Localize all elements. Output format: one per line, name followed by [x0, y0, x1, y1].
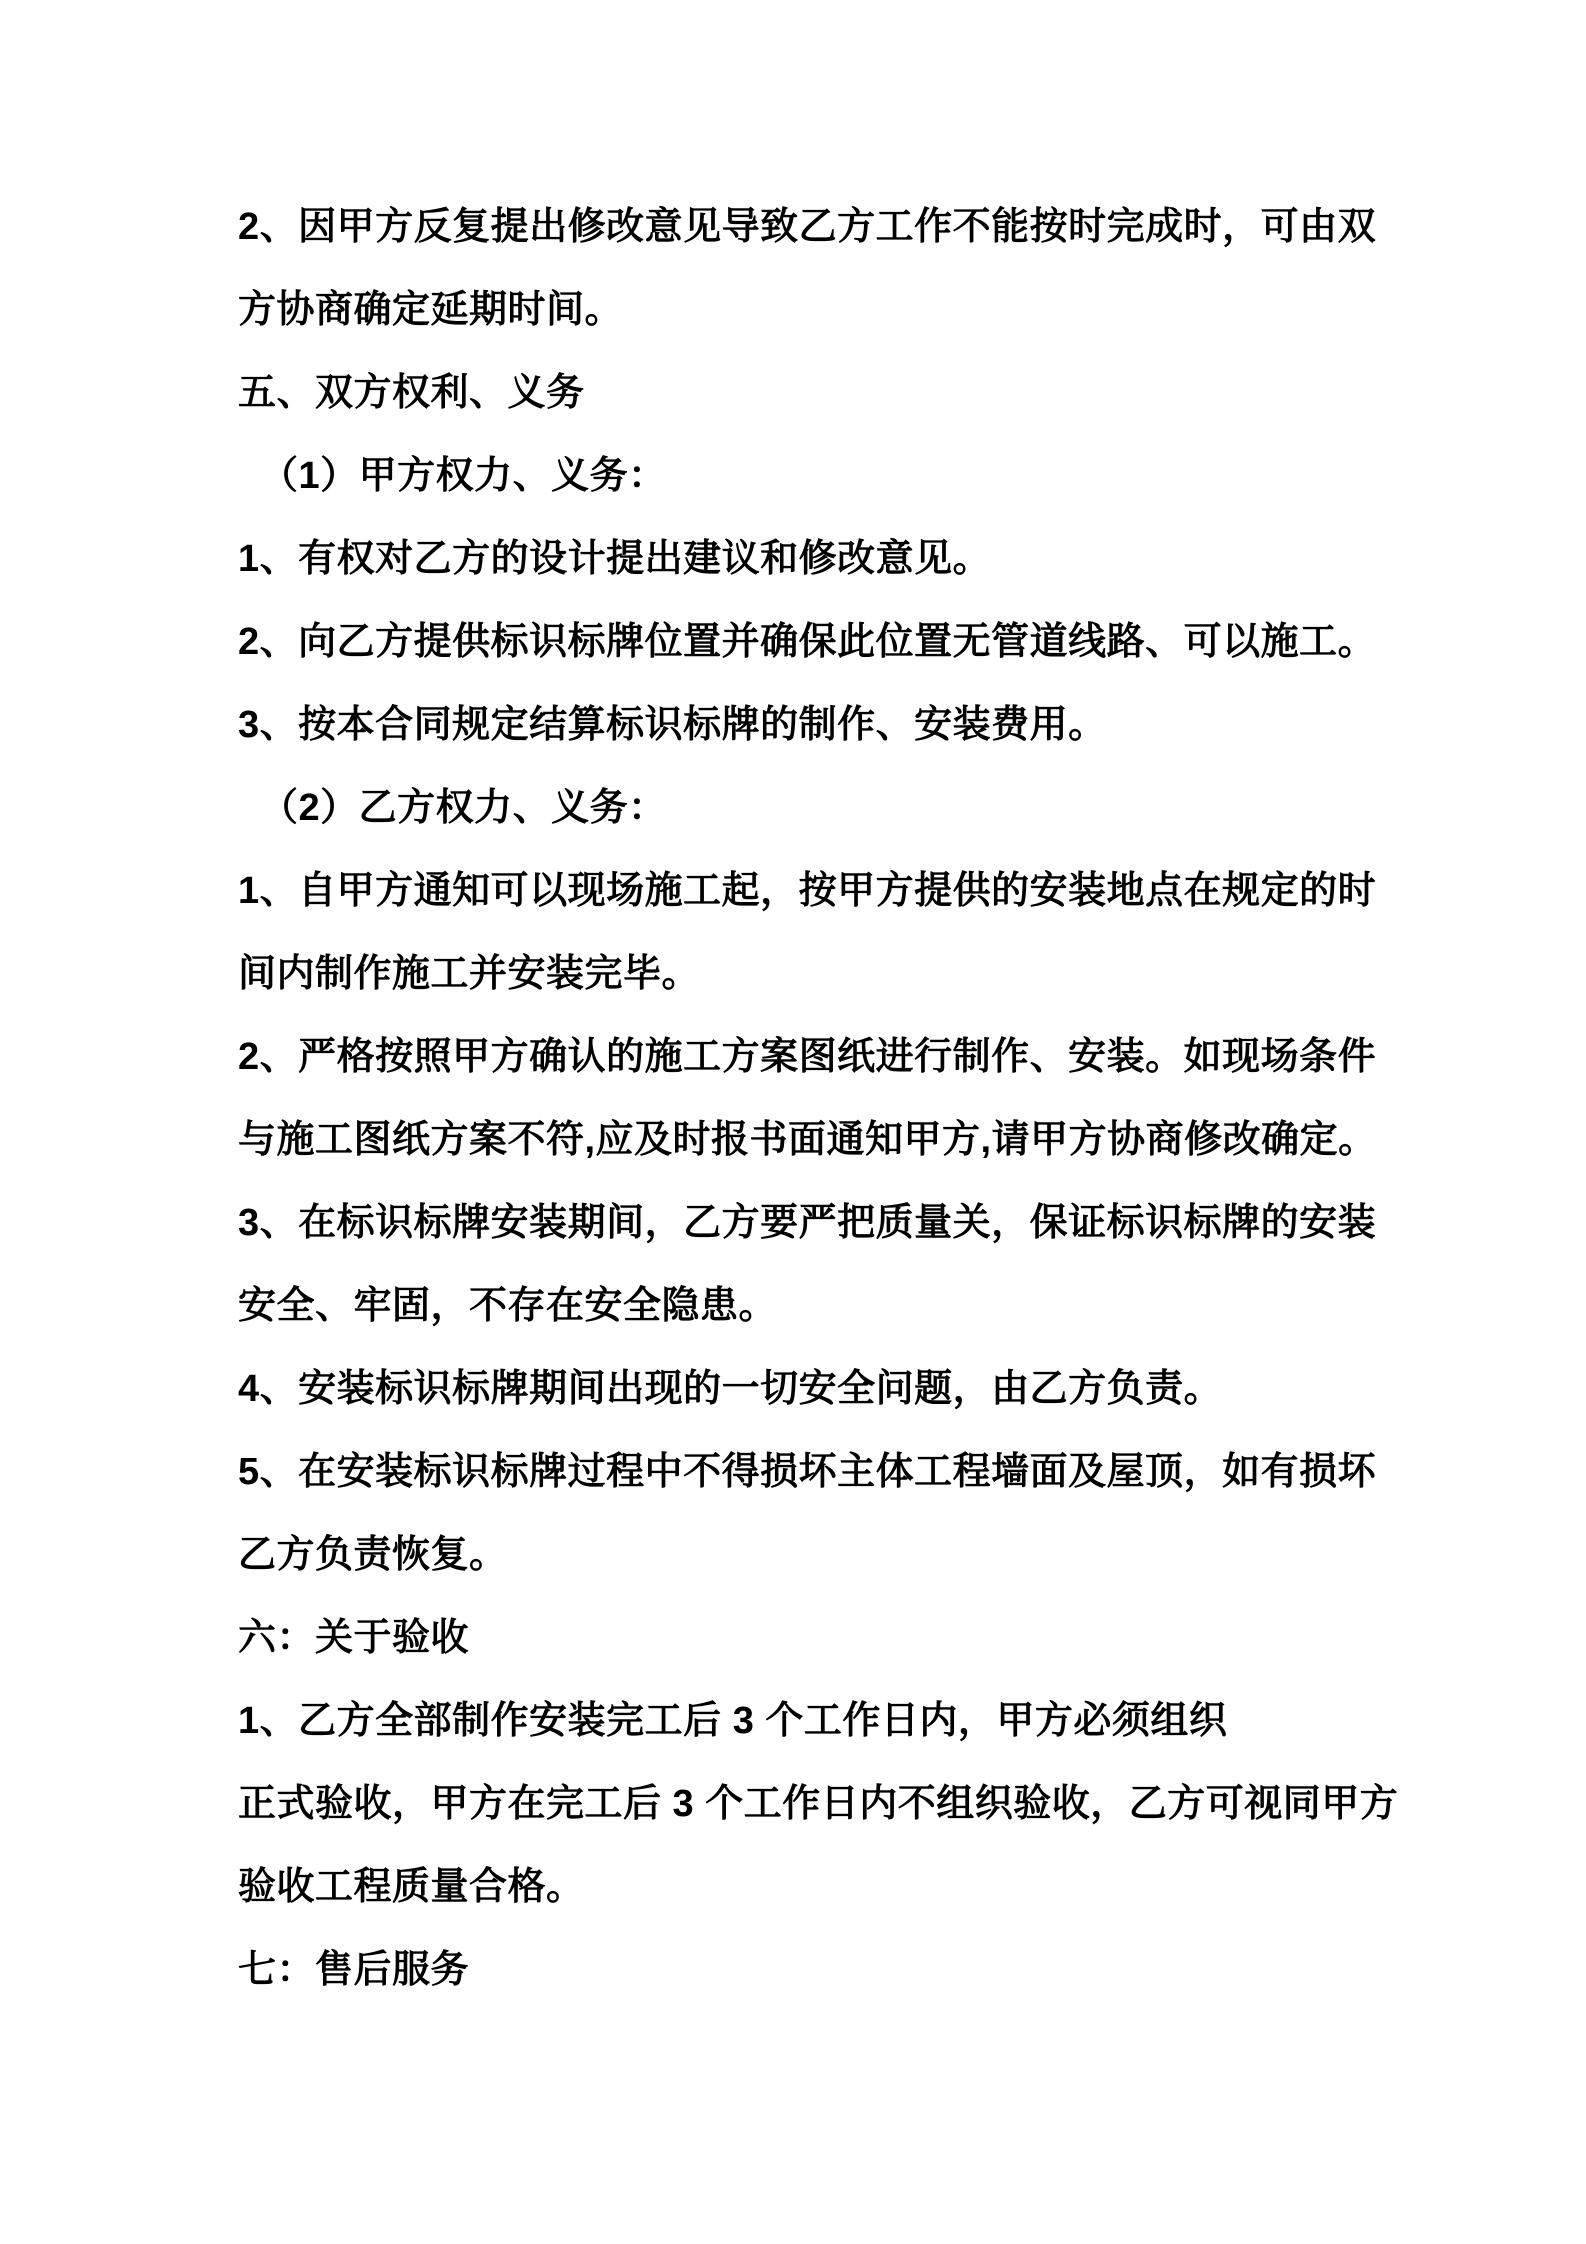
doc-line-clause-wrap: 验收工程质量合格。 — [238, 1866, 585, 1908]
doc-line-clause: 4、安装标识标牌期间出现的一切安全问题，由乙方负责。 — [238, 1368, 1223, 1410]
doc-line-clause-wrap: 与施工图纸方案不符,应及时报书面通知甲方,请甲方协商修改确定。 — [238, 1119, 1377, 1161]
doc-line-clause: 1、乙方全部制作安装完工后 3 个工作日内，甲方必须组织 — [238, 1700, 1228, 1742]
doc-line-clause: 2、严格按照甲方确认的施工方案图纸进行制作、安装。如现场条件 — [238, 1036, 1377, 1078]
doc-line-clause: 3、在标识标牌安装期间，乙方要严把质量关，保证标识标牌的安装 — [238, 1202, 1377, 1244]
doc-line-clause: 5、在安装标识标牌过程中不得损坏主体工程墙面及屋顶，如有损坏 — [238, 1451, 1377, 1493]
subsection-heading-party-b: （2）乙方权力、义务： — [260, 787, 667, 829]
doc-line-clause-wrap: 方协商确定延期时间。 — [238, 289, 624, 331]
doc-line-clause-wrap: 正式验收，甲方在完工后 3 个工作日内不组织验收，乙方可视同甲方 — [238, 1783, 1399, 1825]
section-heading-7: 七：售后服务 — [238, 1949, 470, 1991]
doc-line-clause-wrap: 间内制作施工并安装完毕。 — [238, 953, 701, 995]
doc-line-clause: 1、自甲方通知可以现场施工起，按甲方提供的安装地点在规定的时 — [238, 870, 1377, 912]
doc-line-clause-wrap: 乙方负责恢复。 — [238, 1534, 508, 1576]
doc-line-clause: 2、因甲方反复提出修改意见导致乙方工作不能按时完成时，可由双 — [238, 206, 1377, 248]
section-heading-6: 六：关于验收 — [238, 1617, 470, 1659]
doc-line-clause: 2、向乙方提供标识标牌位置并确保此位置无管道线路、可以施工。 — [238, 621, 1377, 663]
subsection-heading-party-a: （1）甲方权力、义务： — [260, 455, 667, 497]
document-content — [238, 186, 1526, 2012]
doc-line-clause: 1、有权对乙方的设计提出建议和修改意见。 — [238, 538, 992, 580]
doc-line-clause: 3、按本合同规定结算标识标牌的制作、安装费用。 — [238, 704, 1107, 746]
doc-line-clause-wrap: 安全、牢固，不存在安全隐患。 — [238, 1285, 778, 1327]
section-heading-5: 五、双方权利、义务 — [238, 372, 585, 414]
